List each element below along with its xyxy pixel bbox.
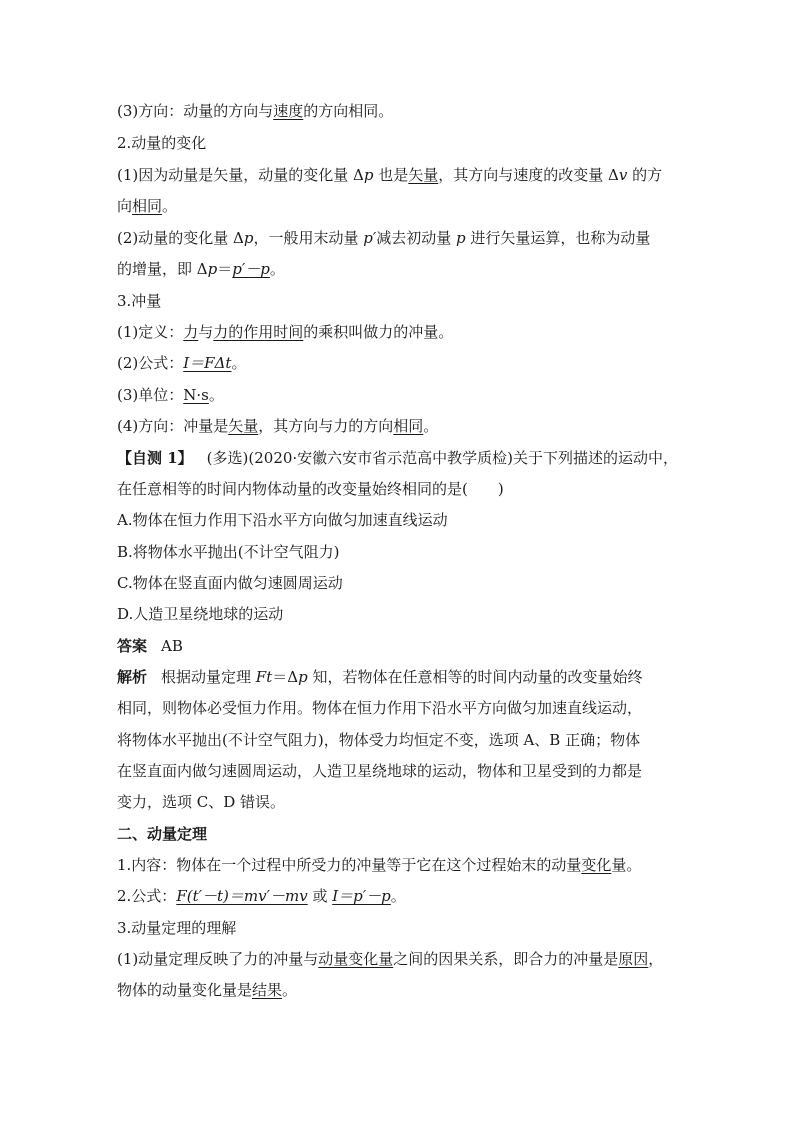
section-heading: 3.动量定理的理解 <box>117 919 237 937</box>
text-line <box>117 228 687 248</box>
answer-blank: N·s <box>183 386 209 404</box>
text-line <box>117 416 687 436</box>
option-c: C.物体在竖直面内做匀速圆周运动 <box>117 574 343 592</box>
answer-label: 答案 <box>117 637 148 655</box>
option-b: B.将物体水平抛出(不计空气阻力) <box>117 543 340 561</box>
text-span: 也是 <box>373 166 409 184</box>
analysis-label: 解析 <box>117 668 148 686</box>
math-var: p <box>298 668 308 686</box>
answer-blank: 力 <box>183 323 199 341</box>
text-span: 知，若物体在任意相等的时间内动量的改变量始终 <box>307 668 643 686</box>
text-line <box>117 101 687 121</box>
text-span: (1)动量定理反映了力的冲量与 <box>117 950 319 968</box>
answer-line <box>117 636 687 656</box>
math-var: v <box>618 166 628 184</box>
text-line <box>117 165 687 185</box>
text-span: (3)方向：动量的方向与 <box>117 102 274 120</box>
question-text: 在任意相等的时间内物体动量的改变量始终相同的是( ) <box>117 480 504 498</box>
text-span: 。 <box>231 354 247 372</box>
text-span: 进行矢量运算，也称为动量 <box>465 229 651 247</box>
text-span: 之间的因果关系，即合力的冲量是 <box>393 950 619 968</box>
answer-blank: 速度 <box>273 102 304 120</box>
text-span: (3)单位： <box>117 386 184 404</box>
answer-blank: 矢量 <box>228 417 259 435</box>
math-var: p <box>243 229 254 247</box>
text-span: 。 <box>282 981 298 999</box>
text-span: 。 <box>423 417 439 435</box>
text-span: 或 <box>307 887 333 905</box>
text-line <box>117 322 687 342</box>
text-span: ＝ <box>217 260 233 278</box>
text-span: 的乘积叫做力的冲量。 <box>303 323 454 341</box>
text-line <box>117 886 687 906</box>
section-heading: 二、动量定理 <box>117 825 208 843</box>
answer-blank: F(t′－t)＝mv′－mv <box>176 887 308 905</box>
answer-value: AB <box>161 637 183 655</box>
answer-blank: p′－p <box>232 260 270 278</box>
analysis-text: 相同，则物体必受恒力作用。物体在恒力作用下沿水平方向做匀加速直线运动， <box>117 699 643 717</box>
text-span: 。 <box>208 386 224 404</box>
text-span: 1.内容：物体在一个过程中所受力的冲量等于它在这个过程始末的动量 <box>117 856 582 874</box>
text-span: 。 <box>269 260 285 278</box>
text-span: 与 <box>198 323 214 341</box>
text-line <box>117 196 687 216</box>
text-span: ，其方向与速度的改变量 Δ <box>438 166 619 184</box>
text-span: ， <box>648 950 664 968</box>
answer-blank: I＝p′－p <box>332 887 391 905</box>
text-line <box>117 980 687 1000</box>
option-a: A.物体在恒力作用下沿水平方向做匀加速直线运动 <box>117 511 448 529</box>
answer-blank: 相同 <box>393 417 424 435</box>
text-span: (2)公式： <box>117 354 184 372</box>
text-span: 物体的动量变化量是 <box>117 981 253 999</box>
answer-blank: 矢量 <box>408 166 439 184</box>
answer-blank: 相同 <box>132 197 163 215</box>
text-line <box>117 385 687 405</box>
analysis-text: 变力，选项 C、D 错误。 <box>117 793 286 811</box>
text-span: 向 <box>117 197 133 215</box>
section-heading: 3.冲量 <box>117 292 162 310</box>
text-span: 根据动量定理 <box>161 668 256 686</box>
math-var: p <box>363 166 374 184</box>
analysis-text: 在竖直面内做匀速圆周运动，人造卫星绕地球的运动，物体和卫星受到的力都是 <box>117 762 643 780</box>
answer-blank: 力的作用时间 <box>213 323 304 341</box>
text-line <box>117 949 687 969</box>
section-heading: 2.动量的变化 <box>117 134 207 152</box>
answer-blank: 变化 <box>581 856 612 874</box>
text-span: (4)方向：冲量是 <box>117 417 229 435</box>
math-var: p <box>456 229 466 247</box>
text-span: ，一般用末动量 <box>253 229 364 247</box>
text-span: 。 <box>390 887 406 905</box>
text-span: 。 <box>162 197 178 215</box>
text-line <box>117 855 687 875</box>
text-span: 的方向相同。 <box>303 102 394 120</box>
math-var: p <box>207 260 218 278</box>
text-span: 的增量，即 Δ <box>117 260 208 278</box>
text-span: (1)定义： <box>117 323 184 341</box>
text-span: (2)动量的变化量 Δ <box>117 229 244 247</box>
option-d: D.人造卫星绕地球的运动 <box>117 605 284 623</box>
analysis-line <box>117 667 687 687</box>
answer-blank: I＝FΔt <box>183 354 232 372</box>
text-span: 2.公式： <box>117 887 177 905</box>
text-span: (多选)(2020·安徽六安市省示范高中教学质检)关于下列描述的运动中， <box>206 449 679 467</box>
answer-blank: 动量变化量 <box>318 950 394 968</box>
text-span: 量。 <box>611 856 642 874</box>
text-span: (1)因为动量是矢量，动量的变化量 Δ <box>117 166 364 184</box>
text-line <box>117 259 687 279</box>
text-span: 的方 <box>627 166 663 184</box>
math-var: p′ <box>363 229 377 247</box>
answer-blank: 结果 <box>252 981 283 999</box>
text-span: ，其方向与力的方向 <box>258 417 394 435</box>
text-span: 减去初动量 <box>376 229 457 247</box>
answer-blank: 原因 <box>618 950 649 968</box>
text-span: ＝Δ <box>272 668 299 686</box>
math-var: Ft <box>255 668 273 686</box>
analysis-text: 将物体水平抛出(不计空气阻力)，物体受力均恒定不变，选项 A、B 正确；物体 <box>117 731 641 749</box>
self-test-label: 【自测 1】 <box>117 449 193 467</box>
text-line <box>117 448 687 468</box>
text-line <box>117 353 687 373</box>
